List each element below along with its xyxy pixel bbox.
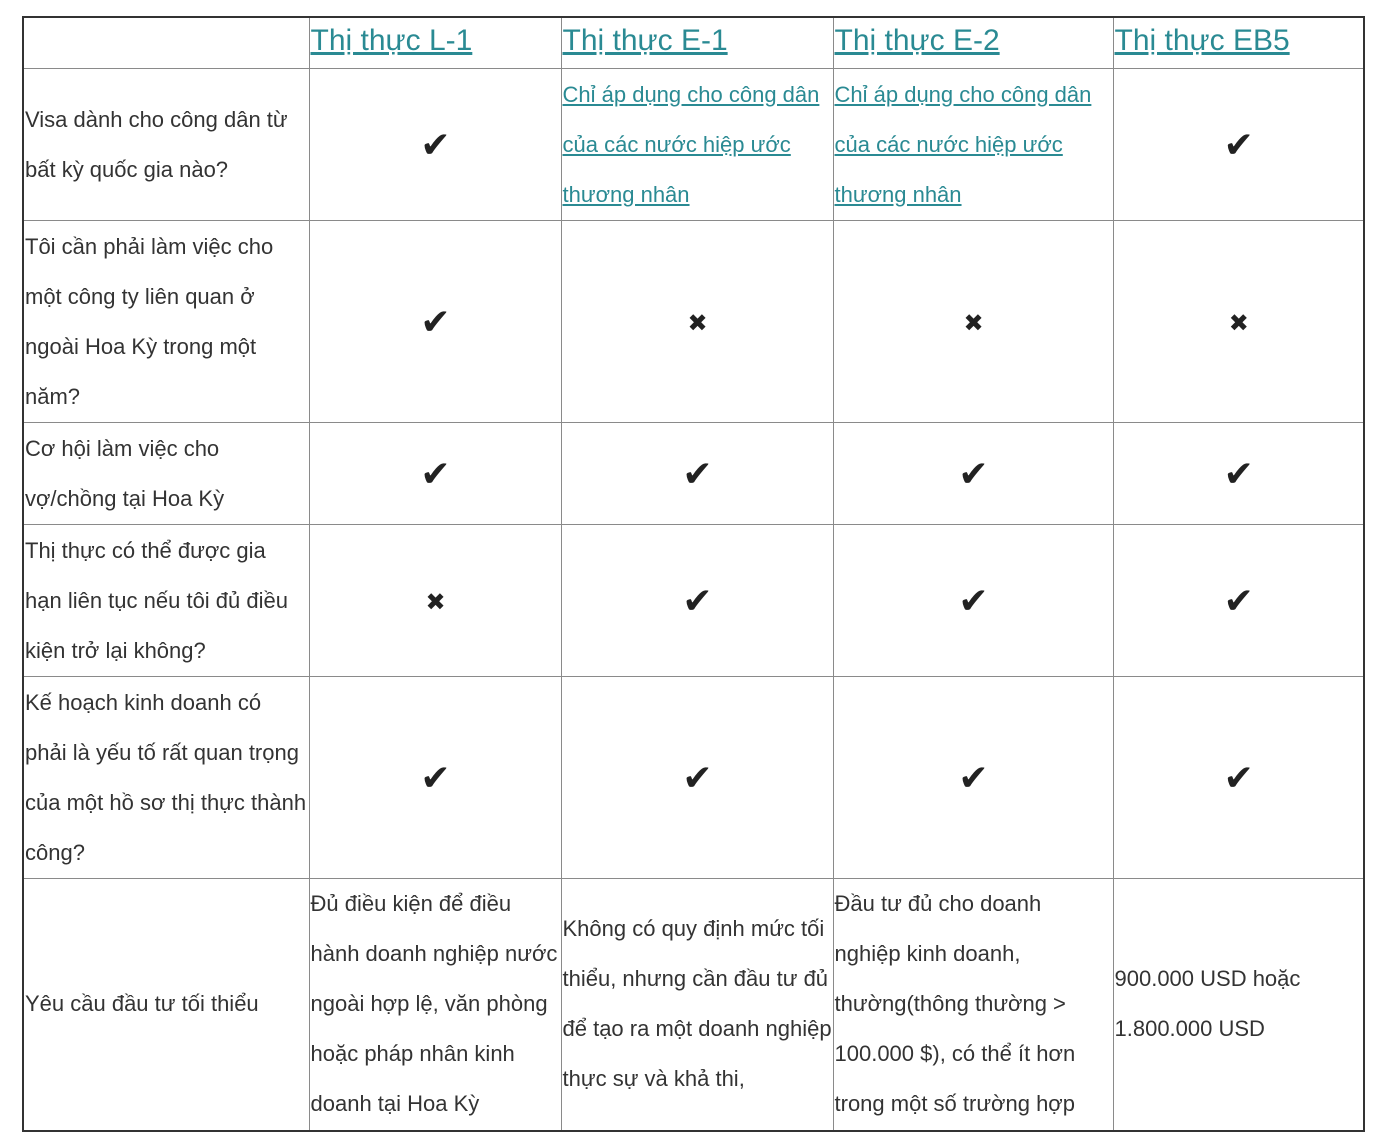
header-cell-e1 [561,17,833,69]
check-mark-icon: ✔ [833,525,1113,677]
row-question: Visa dành cho công dân từ bất kỳ quốc gia nào? [23,69,309,221]
visa-l1-link[interactable]: Thị thực L-1 [310,24,473,57]
table-row [23,69,1364,221]
check-mark-icon: ✔ [309,221,561,423]
check-mark-icon: ✔ [561,423,833,525]
table-row [23,423,1364,525]
table-row [23,525,1364,677]
cross-mark-icon: ✖ [425,589,446,616]
check-mark-icon: ✔ [1113,525,1364,677]
row-question: Kế hoạch kinh doanh có phải là yếu tố rất quan trọng của một hồ sơ thị thực thành công? [23,677,309,879]
check-mark-icon: ✔ [833,677,1113,879]
row-question: Thị thực có thể được gia hạn liên tục nếu tôi đủ điều kiện trở lại không? [23,525,309,677]
e1-investment-text: Không có quy định mức tối thiểu, nhưng cần đầu tư đủ để tạo ra một doanh nghiệp thực sự và khả thi, [561,879,833,1131]
header-cell-l1 [309,17,561,69]
table-row [23,879,1364,1131]
visa-comparison-table [22,16,1365,1132]
row-question: Tôi cần phải làm việc cho một công ty liên quan ở ngoài Hoa Kỳ trong một năm? [23,221,309,423]
check-mark-icon: ✔ [561,525,833,677]
row-question: Cơ hội làm việc cho vợ/chồng tại Hoa Kỳ [23,423,309,525]
row-question: Yêu cầu đầu tư tối thiểu [23,879,309,1131]
check-mark-icon: ✔ [561,677,833,879]
table-row [23,677,1364,879]
check-mark-icon: ✔ [1113,69,1364,221]
header-cell-eb5 [1113,17,1364,69]
treaty-countries-link-e1[interactable]: Chỉ áp dụng cho công dân của các nước hiệp ước thương nhân [562,81,820,207]
check-mark-icon: ✔ [309,677,561,879]
cross-mark-icon: ✖ [687,310,708,337]
table-row [23,221,1364,423]
cross-mark-icon: ✖ [1228,310,1249,337]
header-cell-e2 [833,17,1113,69]
table-header-row [23,17,1364,69]
visa-e2-link[interactable]: Thị thực E-2 [834,24,1000,57]
cross-mark-icon: ✖ [963,310,984,337]
header-empty-cell [23,17,309,69]
visa-eb5-link[interactable]: Thị thực EB5 [1114,24,1290,57]
eb5-investment-text: 900.000 USD hoặc 1.800.000 USD [1113,879,1364,1131]
check-mark-icon: ✔ [309,69,561,221]
comparison-table-wrapper [22,16,1365,1132]
check-mark-icon: ✔ [1113,677,1364,879]
e1-eligibility-cell [561,69,833,221]
e2-investment-text: Đầu tư đủ cho doanh nghiệp kinh doanh, thường(thông thường > 100.000 $), có thể ít hơn trong một số trường hợp [833,879,1113,1131]
visa-e1-link[interactable]: Thị thực E-1 [562,24,728,57]
check-mark-icon: ✔ [1113,423,1364,525]
l1-investment-text: Đủ điều kiện để điều hành doanh nghiệp nước ngoài hợp lệ, văn phòng hoặc pháp nhân kinh doanh tại Hoa Kỳ [309,879,561,1131]
check-mark-icon: ✔ [833,423,1113,525]
treaty-countries-link-e2[interactable]: Chỉ áp dụng cho công dân của các nước hiệp ước thương nhân [834,81,1092,207]
e2-eligibility-cell [833,69,1113,221]
check-mark-icon: ✔ [309,423,561,525]
